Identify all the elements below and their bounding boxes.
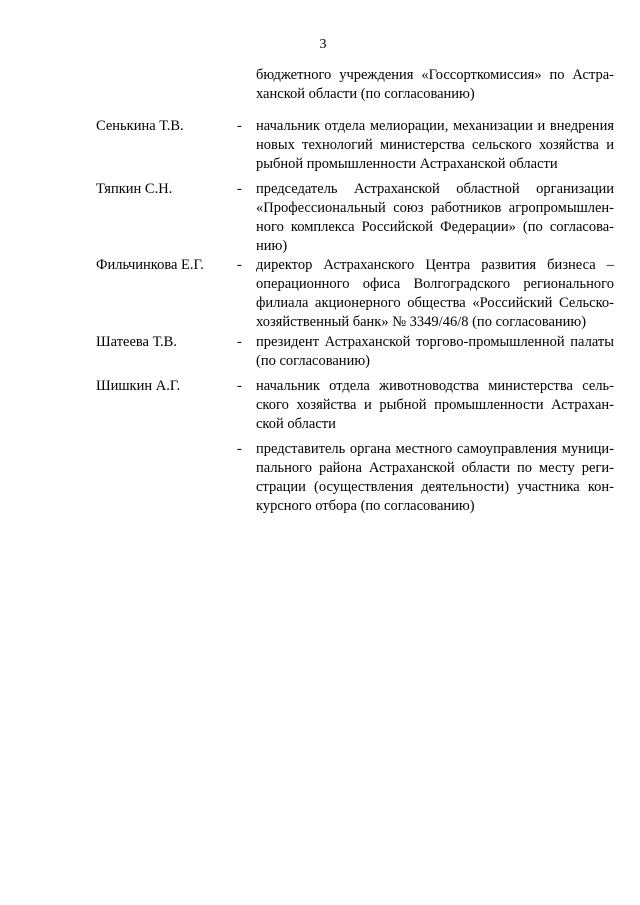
member-dash: - [237,118,242,134]
description-line: президент Астраханской торгово-промышленной палаты [256,334,614,350]
description-line: курсного отбора (по согласованию) [256,498,475,514]
member-name: Шатеева Т.В. [96,334,177,350]
description-line: филиала акционерного общества «Российский Сельско- [256,295,614,311]
description-line: ного комплекса Российской Федерации» (по согласова- [256,219,614,235]
member-name: Сенькина Т.В. [96,118,184,134]
description-line: пального района Астраханской области по месту реги- [256,460,614,476]
page-number: 3 [319,37,327,52]
member-name: Тяпкин С.Н. [96,181,173,197]
description-line: начальник отдела мелиорации, механизации и внедрения [256,118,614,134]
description-line: нию) [256,238,288,254]
description-line: начальник отдела животноводства министерства сель- [256,378,614,394]
description-line: директор Астраханского Центра развития бизнеса – [256,257,614,273]
member-description [256,117,614,174]
member-description [256,440,614,516]
member-dash: - [237,441,242,457]
description-line: ского хозяйства и рыбной промышленности Астрахан- [256,397,614,413]
member-name: Фильчинкова Е.Г. [96,257,204,273]
member-description [256,333,614,371]
description-line: ской области [256,416,336,432]
member-description [256,66,614,104]
description-line: рыбной промышленности Астраханской области [256,156,558,172]
member-description [256,256,614,332]
description-line: бюджетного учреждения «Госсорткомиссия» по Астра- [256,67,614,83]
description-line: страции (осуществления деятельности) участника кон- [256,479,614,495]
description-line: (по согласованию) [256,353,370,369]
description-line: «Профессиональный союз работников агропромышлен- [256,200,614,216]
member-dash: - [237,334,242,350]
description-line: ханской области (по согласованию) [256,86,475,102]
member-dash: - [237,181,242,197]
member-name: Шишкин А.Г. [96,378,181,394]
description-line: представитель органа местного самоуправления муници- [256,441,614,457]
description-line: председатель Астраханской областной организации [256,181,614,197]
description-line: новых технологий министерства сельского хозяйства и [256,137,614,153]
member-dash: - [237,257,242,273]
member-description [256,180,614,256]
description-line: хозяйственный банк» № 3349/46/8 (по согласованию) [256,314,587,330]
description-line: операционного офиса Волгоградского регионального [256,276,614,292]
member-dash: - [237,378,242,394]
member-description [256,377,614,434]
